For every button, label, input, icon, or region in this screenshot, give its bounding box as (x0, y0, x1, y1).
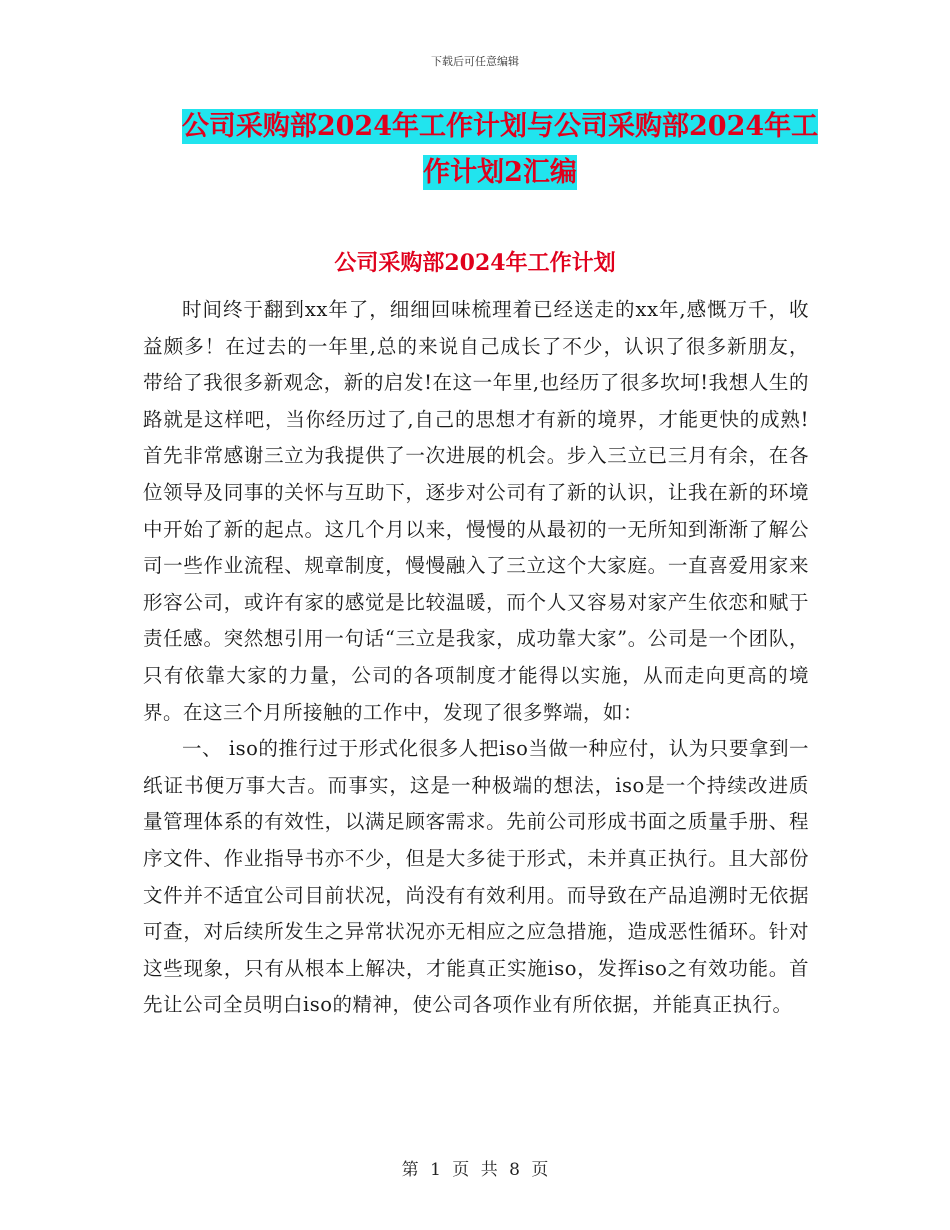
paragraph-iso: 一、 iso的推行过于形式化很多人把iso当做一种应付，认为只要拿到一纸证书便万事大吉。而事实，这是一种极端的想法，iso是一个持续改进质量管理体系的有效性，以满足顾客需求。先前公司形成书面之质量手册、程序文件、作业指导书亦不少，但是大多徒于形式，未并真正执行。且大部份文件并不适宜公司目前状况，尚没有有效利用。而导致在产品追溯时无依据可查，对后续所发生之异常状况亦无相应之应急措施，造成恶性循环。针对这些现象，只有从根本上解决，才能真正实施iso，发挥iso之有效功能。首先让公司全员明白iso的精神，使公司各项作业有所依据，并能真正执行。 (143, 737, 809, 1017)
section-title: 公司采购部2024年工作计划 (334, 250, 616, 276)
header-note: 下载后可任意编辑 (431, 55, 519, 68)
main-title-line-1: 公司采购部2024年工作计划与公司采购部2024年工 (181, 111, 819, 142)
paragraph-intro: 时间终于翻到xx年了，细细回味梳理着已经送走的xx年,感慨万千，收益颇多！在过去的一年里,总的来说自己成长了不少，认识了很多新朋友，带给了我很多新观念，新的启发!在这一年里,也经历了很多坎坷!我想人生的路就是这样吧，当你经历过了,自己的思想才有新的境界，才能更快的成熟!首先非常感谢三立为我提供了一次进展的机会。步入三立已三月有余，在各位领导及同事的关怀与互助下，逐步对公司有了新的认识，让我在新的环境中开始了新的起点。这几个月以来，慢慢的从最初的一无所知到渐渐了解公司一些作业流程、规章制度，慢慢融入了三立这个大家庭。一直喜爱用家来形容公司，或许有家的感觉是比较温暖，而个人又容易对家产生依恋和赋于责任感。突然想引用一句话“三立是我家，成功靠大家”。公司是一个团队，只有依靠大家的力量，公司的各项制度才能得以实施，从而走向更高的境界。在这三个月所接触的工作中，发现了很多弊端，如： (143, 298, 809, 724)
page-number-footer: 第 1 页 共 8 页 (401, 1160, 549, 1180)
document-main-title (170, 104, 830, 196)
body-text (143, 292, 809, 1024)
main-title-line-2: 作计划2汇编 (423, 157, 577, 188)
